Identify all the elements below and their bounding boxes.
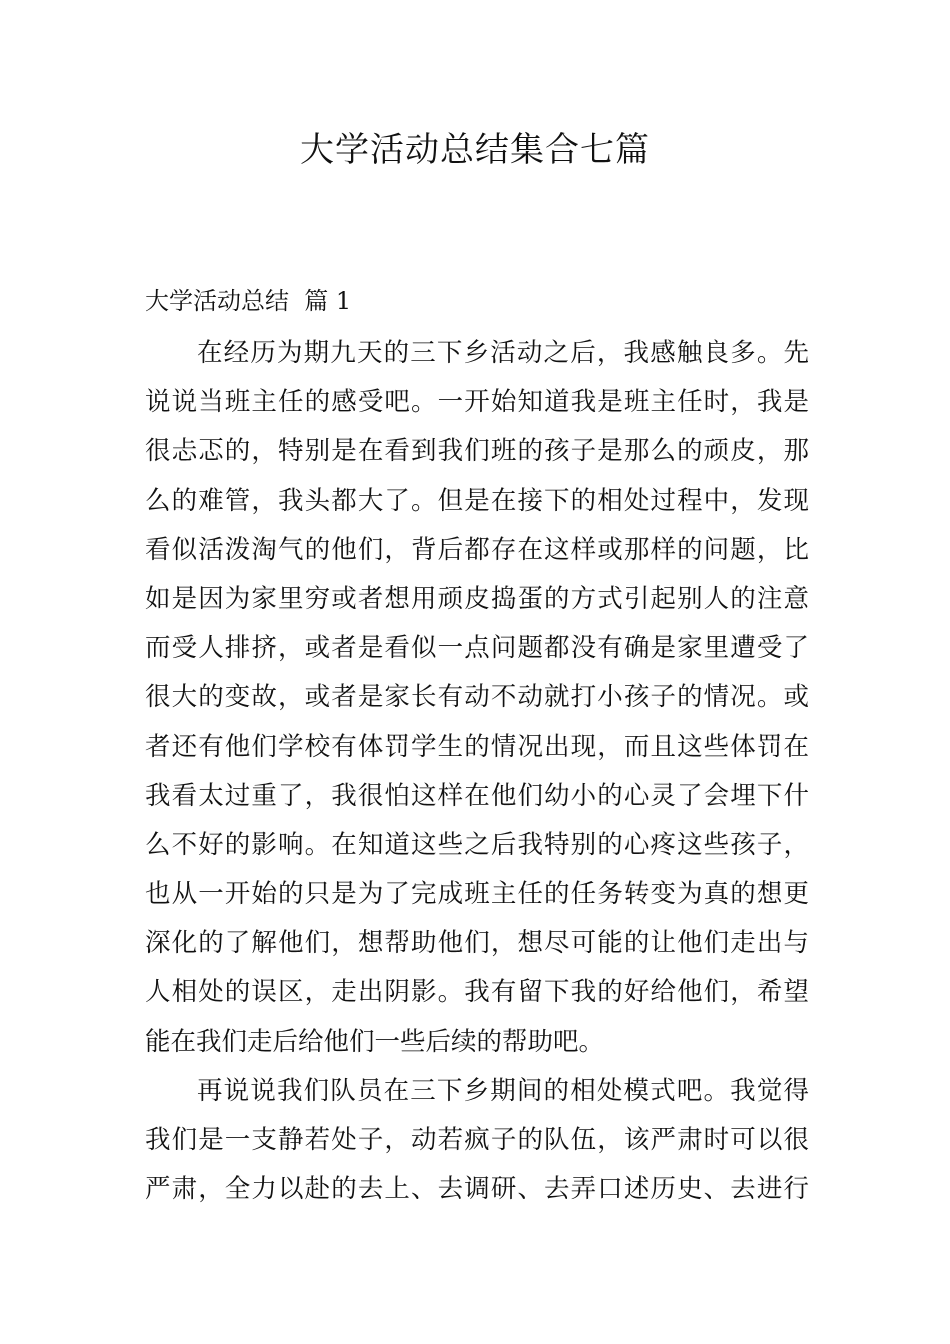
paragraph-line: 能在我们走后给他们一些后续的帮助吧。 [145, 1026, 605, 1057]
document-title: 大学活动总结集合七篇 [300, 130, 650, 170]
paragraph-line: 严肃，全力以赴的去上、去调研、去弄口述历史、去进行 [145, 1174, 809, 1205]
paragraph-line: 我们是一支静若处子，动若疯子的队伍，该严肃时可以很 [145, 1125, 809, 1155]
paragraph-line: 人相处的误区，走出阴影。我有留下我的好给他们，希望 [145, 977, 809, 1008]
paragraph-line: 再说说我们队员在三下乡期间的相处模式吧。我觉得 [197, 1075, 809, 1106]
paragraph-line: 在经历为期九天的三下乡活动之后，我感触良多。先 [197, 338, 809, 368]
paragraph-line: 很忐忑的，特别是在看到我们班的孩子是那么的顽皮，那 [145, 436, 809, 467]
paragraph-line: 说说当班主任的感受吧。一开始知道我是班主任时，我是 [145, 387, 809, 418]
paragraph-line: 我看太过重了，我很怕这样在他们幼小的心灵了会埋下什 [145, 780, 809, 811]
paragraph-line: 很大的变故，或者是家长有动不动就打小孩子的情况。或 [145, 682, 809, 713]
document-body [145, 329, 809, 1214]
paragraph-line: 而受人排挤，或者是看似一点问题都没有确是家里遭受了 [145, 633, 809, 664]
paragraph-line: 也从一开始的只是为了完成班主任的任务转变为真的想更 [145, 879, 809, 910]
section-heading: 大学活动总结 篇 1 [145, 287, 352, 315]
paragraph-line: 如是因为家里穷或者想用顽皮捣蛋的方式引起别人的注意 [145, 583, 809, 614]
paragraph-line: 者还有他们学校有体罚学生的情况出现，而且这些体罚在 [145, 731, 809, 762]
paragraph-line: 么不好的影响。在知道这些之后我特别的心疼这些孩子， [145, 829, 809, 860]
paragraph-line: 看似活泼淘气的他们，背后都存在这样或那样的问题，比 [145, 534, 809, 565]
paragraph-line: 么的难管，我头都大了。但是在接下的相处过程中，发现 [145, 485, 809, 516]
paragraph-line: 深化的了解他们，想帮助他们，想尽可能的让他们走出与 [145, 928, 809, 959]
